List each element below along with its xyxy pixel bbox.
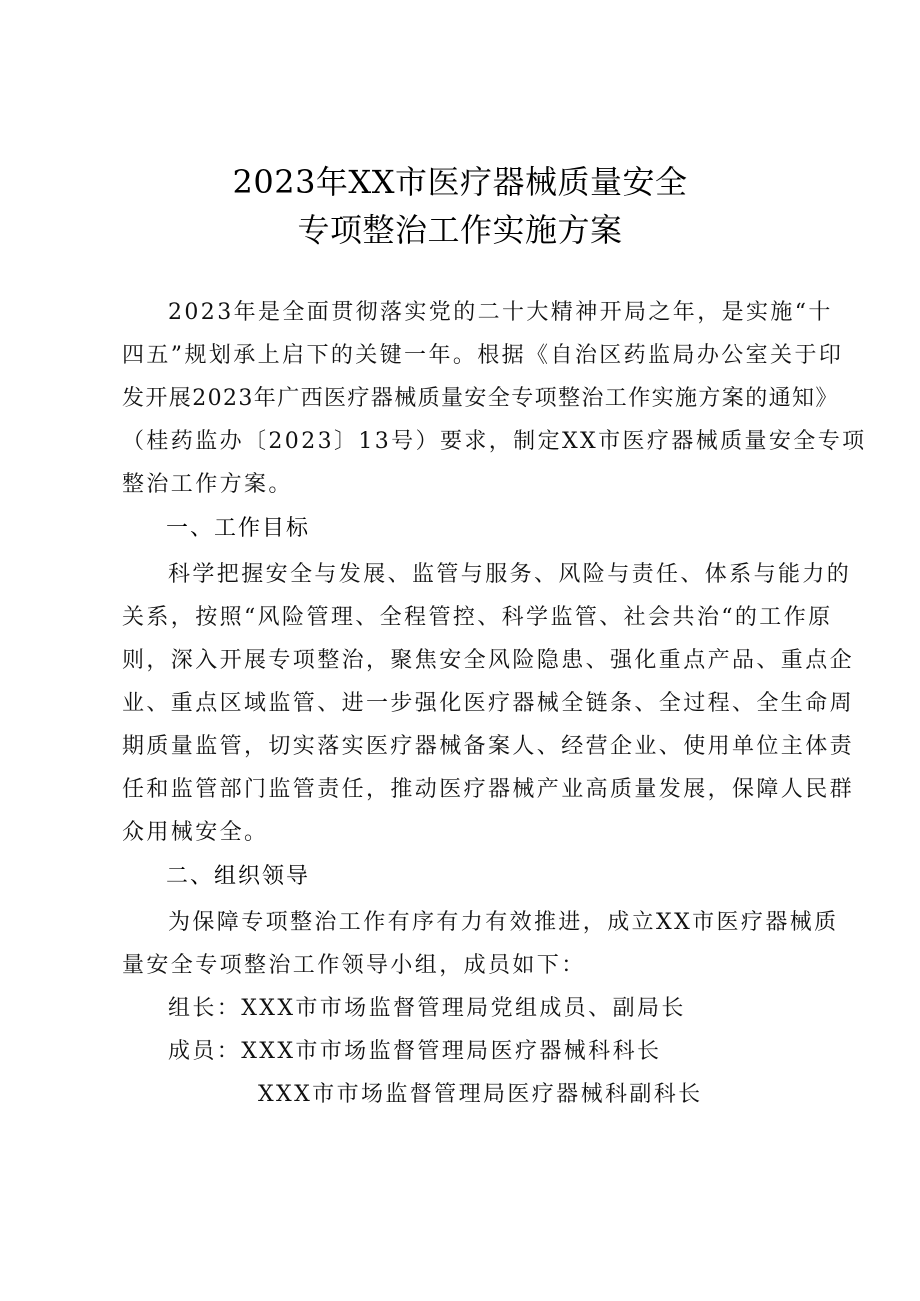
intro-line-5: 整治工作方案。 — [122, 472, 293, 497]
document-title-line-1: 2023年XX市医疗器械质量安全 — [232, 163, 688, 201]
section-2-heading: 二、组织领导 — [166, 864, 311, 889]
intro-line-2: 四五”规划承上启下的关键一年。根据《自治区药监局办公室关于印 — [122, 343, 844, 368]
leader-line: 组长：XXX市市场监督管理局党组成员、副局长 — [168, 996, 686, 1021]
section-1-line-3: 则，深入开展专项整治，聚焦安全风险隐患、强化重点产品、重点企 — [122, 648, 855, 673]
section-1-line-2: 关系，按照“风险管理、全程管控、科学监管、社会共治“的工作原 — [122, 605, 833, 630]
section-1-heading: 一、工作目标 — [166, 516, 311, 541]
section-1-line-5: 期质量监管，切实落实医疗器械备案人、经营企业、使用单位主体责 — [122, 734, 855, 759]
section-1-line-6: 任和监管部门监管责任，推动医疗器械产业高质量发展，保障人民群 — [122, 777, 855, 802]
member-line-1: 成员：XXX市市场监督管理局医疗器械科科长 — [168, 1039, 662, 1064]
intro-line-4: （桂药监办〔2023〕13号）要求，制定XX市医疗器械质量安全专项 — [122, 429, 867, 454]
intro-line-3: 发开展2023年广西医疗器械质量安全专项整治工作实施方案的通知》 — [122, 386, 839, 411]
section-1-line-7: 众用械安全。 — [122, 820, 269, 845]
section-2-line-1: 为保障专项整治工作有序有力有效推进，成立XX市医疗器械质 — [168, 910, 839, 935]
section-2-line-2: 量安全专项整治工作领导小组，成员如下： — [122, 953, 586, 978]
section-1-line-4: 业、重点区域监管、进一步强化医疗器械全链条、全过程、全生命周 — [122, 691, 855, 716]
section-1-line-1: 科学把握安全与发展、监管与服务、风险与责任、体系与能力的 — [168, 562, 852, 587]
document-title-line-2: 专项整治工作实施方案 — [297, 211, 623, 249]
member-line-2: XXX市市场监督管理局医疗器械科副科长 — [258, 1082, 703, 1107]
intro-line-1: 2023年是全面贯彻落实党的二十大精神开局之年，是实施“十 — [168, 300, 833, 325]
